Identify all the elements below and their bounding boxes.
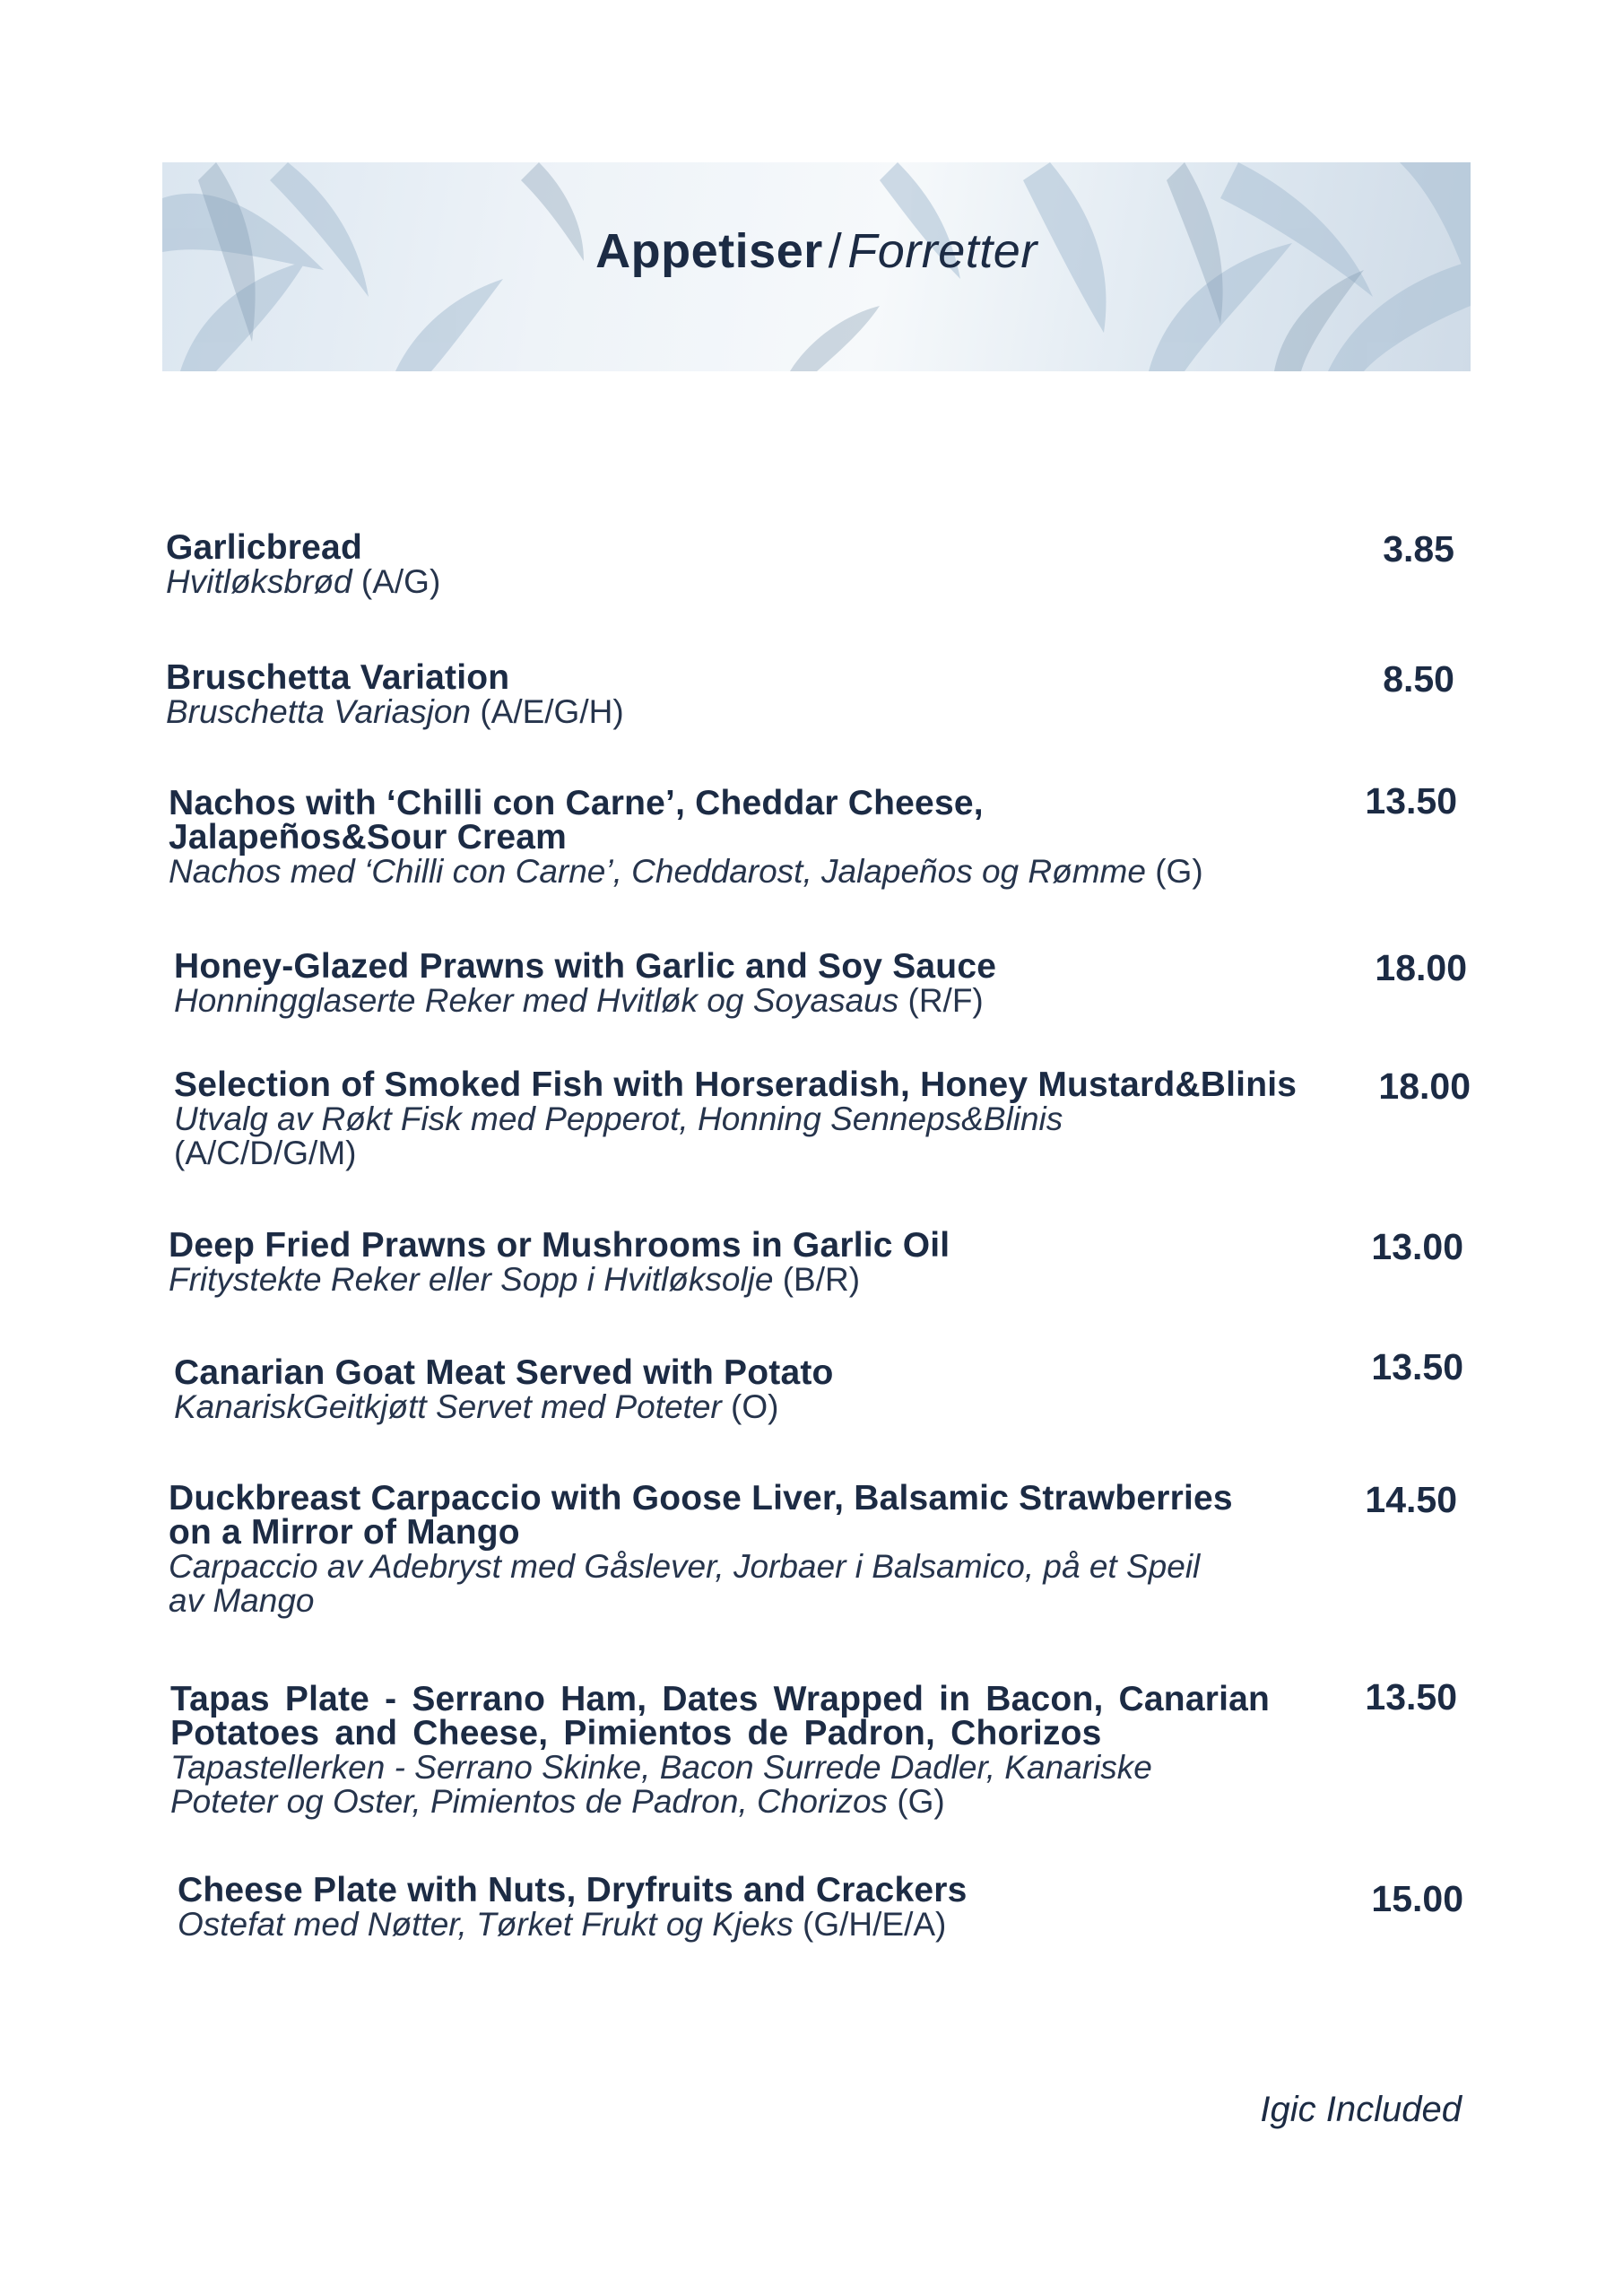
item-name: Garlicbread [166, 528, 362, 567]
title-separator: / [828, 224, 843, 278]
item-name: Bruschetta Variation [166, 658, 510, 697]
tax-note: Igic Included [1260, 2090, 1462, 2129]
item-allergens: (O) [731, 1388, 779, 1425]
item-allergens: (G/H/E/A) [803, 1906, 947, 1943]
item-description [174, 984, 984, 1018]
item-price: 18.00 [1375, 947, 1467, 988]
item-allergens: (G) [897, 1783, 945, 1820]
title-english: Appetiser [595, 224, 823, 278]
item-name: Selection of Smoked Fish with Horseradish, Honey Mustard&Blinis [174, 1065, 1298, 1104]
item-description-norwegian: Bruschetta Variasjon [166, 693, 472, 730]
item-description [166, 695, 624, 729]
item-description-norwegian: Utvalg av Røkt Fisk med Pepperot, Honning Senneps&Blinis [174, 1100, 1063, 1137]
item-allergens: (G) [1155, 853, 1203, 890]
item-price: 15.00 [1371, 1878, 1463, 1919]
item-allergens: (A/G) [360, 563, 441, 600]
item-description-norwegian: Hvitløksbrød [166, 563, 352, 600]
item-name: Duckbreast Carpaccio with Goose Liver, Balsamic Strawberries on a Mirror of Mango [169, 1479, 1233, 1552]
item-description [170, 1751, 1152, 1819]
item-description-norwegian: KanariskGeitkjøtt Servet med Poteter [174, 1388, 722, 1425]
item-description [174, 1102, 1205, 1170]
item-price: 3.85 [1383, 528, 1454, 570]
item-price: 13.50 [1365, 780, 1457, 822]
item-name: Deep Fried Prawns or Mushrooms in Garlic Oil [169, 1226, 950, 1265]
item-price: 18.00 [1378, 1065, 1471, 1107]
item-price: 13.00 [1371, 1226, 1463, 1267]
item-allergens: (R/F) [907, 982, 984, 1019]
item-description-norwegian: Carpaccio av Adebryst med Gåslever, Jorbaer i Balsamico, på et Speil av Mango [169, 1548, 1201, 1619]
item-name: Honey-Glazed Prawns with Garlic and Soy Sauce [174, 947, 997, 986]
item-description [169, 855, 1203, 889]
item-description [174, 1390, 778, 1424]
item-description-norwegian: Ostefat med Nøtter, Tørket Frukt og Kjeks [178, 1906, 803, 1943]
item-name: Tapas Plate - Serrano Ham, Dates Wrapped in Bacon, Canarian Potatoes and Cheese, Pimientos de Padron, Chorizos [170, 1680, 1271, 1752]
item-description-norwegian: Fritystekte Reker eller Sopp i Hvitløksolje [169, 1261, 774, 1298]
item-allergens: (A/E/G/H) [480, 693, 624, 730]
item-description [169, 1263, 860, 1297]
item-allergens: (B/R) [782, 1261, 861, 1298]
item-description [178, 1908, 946, 1942]
item-description [169, 1550, 1200, 1618]
item-price: 8.50 [1383, 658, 1454, 700]
item-name: Nachos with ‘Chilli con Carne’, Cheddar Cheese, Jalapeños&Sour Cream [169, 784, 984, 857]
item-description-norwegian: Tapastellerken - Serrano Skinke, Bacon Surrede Dadler, Kanariske Poteter og Oster, Pimientos de Padron, Chorizos [170, 1749, 1152, 1820]
header-banner [162, 162, 1471, 371]
item-price: 13.50 [1365, 1676, 1457, 1718]
item-price: 13.50 [1371, 1346, 1463, 1387]
page-title [162, 224, 1471, 278]
item-price: 14.50 [1365, 1479, 1457, 1520]
item-description-norwegian: Honningglaserte Reker med Hvitløk og Soyasaus [174, 982, 899, 1019]
item-name: Cheese Plate with Nuts, Dryfruits and Crackers [178, 1871, 968, 1909]
item-description [166, 565, 440, 599]
item-description-norwegian: Nachos med ‘Chilli con Carne’, Cheddarost, Jalapeños og Rømme [169, 853, 1146, 890]
item-allergens: (A/C/D/G/M) [174, 1135, 357, 1171]
item-name: Canarian Goat Meat Served with Potato [174, 1353, 834, 1392]
title-norwegian: Forretter [847, 224, 1037, 278]
